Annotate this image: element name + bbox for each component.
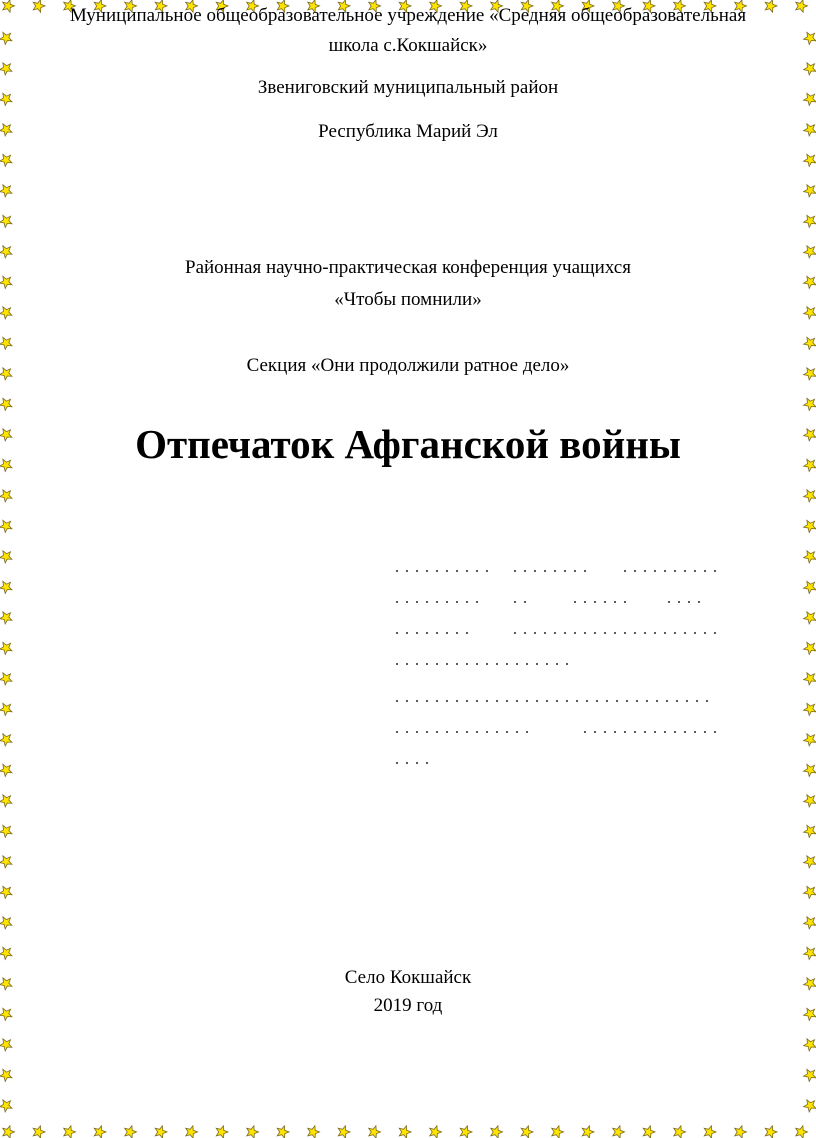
year: 2019 год (373, 995, 443, 1016)
redacted-line (392, 653, 722, 684)
institution-name-line2: школа с.Кокшайск» (328, 35, 488, 56)
redacted-line (392, 721, 722, 752)
institution-name-line1: Муниципальное общеобразовательное учреждение «Средняя общеобразовательная (69, 5, 747, 26)
district-name: Звениговский муниципальный район (257, 77, 559, 98)
paper-title: Отпечаток Афганской войны (135, 421, 681, 467)
redacted-supervisor-info (392, 690, 722, 783)
redacted-line (392, 560, 722, 591)
conference-name: Районная научно-практическая конференция учащихся (185, 257, 631, 278)
redacted-line (392, 752, 722, 783)
redacted-author-info (392, 560, 722, 684)
redacted-line (392, 591, 722, 622)
redacted-line (392, 690, 722, 721)
conference-motto: «Чтобы помнили» (334, 289, 482, 310)
place-name: Село Кокшайск (344, 967, 472, 988)
section-name: Секция «Они продолжили ратное дело» (246, 355, 570, 376)
republic-name: Республика Марий Эл (318, 121, 498, 142)
redacted-line (392, 622, 722, 653)
